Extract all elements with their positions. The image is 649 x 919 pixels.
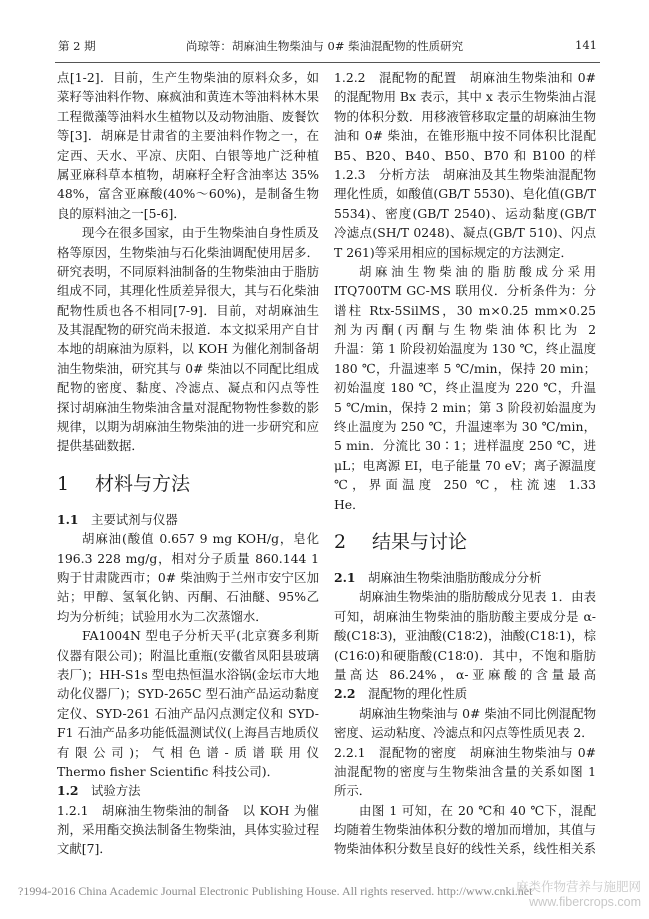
text-line: Thermo fisher Scientific 科技公司)． [57,763,280,779]
text-line: 属亚麻科草本植物，胡麻籽全籽含油率达 35% [57,166,319,182]
section-heading [57,460,319,508]
text-line: 胡麻油生物柴油的脂肪酸成分采用 [359,263,596,279]
text-line: 均为分析纯；试验用水为二次蒸馏水． [57,608,268,624]
section-heading [334,518,596,566]
text-line: 180 ℃，升温速率 5 ℃/min，保持 20 min； [334,360,596,376]
text-line: 探讨胡麻油生物柴油含量对混配物物性参数的影 [57,399,319,415]
text-line: 等[3]．胡麻是甘肃省的主要油料作物之一，在 [57,128,319,144]
text-line: 冷滤点(SH/T 0248)、凝点(GB/T 510)、闪点 [334,225,596,241]
heading-number: 2.2 [334,686,356,702]
text-line: 工程微藻等油料水生植物以及动物油脂、废餐饮 [57,108,319,124]
text-line: 良的原料油之一[5-6]． [57,205,186,221]
text-line: 文献[7]． [57,841,112,857]
subsection-heading [334,684,596,703]
text-line: 格等原因，生物柴油与石化柴油调配使用居多． [57,244,319,260]
text-line: 均随着生物柴油体积分数的增加而增加，其值与 [334,822,596,838]
heading-text: 材料与方法 [95,472,191,495]
paragraph [334,68,596,165]
text-line: 购于甘肃陇西市；0# 柴油购于兰州市安宁区加 [57,569,319,585]
text-line: 动化仪器厂)；SYD-265C 型石油产品运动黏度 [57,686,319,702]
text-line: 的混配物用 Bx 表示，其中 x 表示生物柴油占混 [334,89,596,105]
heading-number: 1 [57,472,70,495]
text-line: 升温：第 1 阶段初始温度为 130 ℃，终止温度 [334,341,596,357]
text-line: 油混配物的密度与生物柴油含量的关系如图 1 [334,763,596,779]
heading-text: 主要试剂与仪器 [91,511,178,527]
subsection-heading [334,568,596,587]
text-line: 5 min．分流比 30∶1；进样温度 250 ℃，进 [334,438,596,454]
heading-number: 1.2 [57,783,79,799]
paragraph [57,626,319,781]
text-line: 量高达 86.24%，α-亚麻酸的含量最高 [334,666,596,682]
text-line: 油和 0# 柴油，在锥形瓶中按不同体积比混配 [334,128,596,144]
text-line: 规律，以期为胡麻油生物柴油的进一步研究和应 [57,419,319,435]
text-line: T 261)等采用相应的国标规定的方法测定． [334,244,573,260]
text-line: 有限公司)；气相色谱-质谱联用仪 [57,744,319,760]
text-line: 可知，胡麻油生物柴油的脂肪酸主要成分是 α- [334,608,596,624]
subsection-heading [57,781,319,800]
watermark [516,880,641,910]
heading-text: 胡麻油生物柴油脂肪酸成分分析 [368,569,542,585]
text-line: 终止温度为 250 ℃，升温速率为 30 ℃/min， [334,419,596,435]
text-line: 1.2.3 分析方法 胡麻油及其生物柴油混配物 [334,166,596,182]
paragraph [57,801,319,859]
header-rule [55,62,600,63]
text-line: 菜籽等油料作物、麻疯油和黄连木等油料林木果 [57,89,319,105]
heading-number: 1.1 [57,511,79,527]
text-line: 定仪、SYD-261 石油产品闪点测定仪和 SYD- [57,705,319,721]
paragraph [334,262,596,514]
issue-number: 第 2 期 [58,39,96,53]
text-line: 现今在很多国家，由于生物柴油自身性质及 [82,225,319,241]
text-line: 组成不同，其理化性质差异很大，其与石化柴油 [57,283,319,299]
subsection-heading [57,510,319,529]
paragraph [334,165,596,262]
text-line: FA1004N 型电子分析天平(北京赛多利斯 [82,628,319,644]
paragraph [334,587,596,684]
text-line: 剂，采用酯交换法制备生物柴油，具体实验过程 [57,822,319,838]
text-line: B5、B20、B40、B50、B70 和 B100 的样 [334,147,596,163]
text-line: 配物性质也各不相同[7-9]．目前，对胡麻油生 [57,302,319,318]
text-line: 及其混配物的研究尚未报道．本文拟采用产自甘 [57,322,319,338]
heading-number: 2.1 [334,569,356,585]
text-line: 酸(C18∶3)，亚油酸(C18∶2)，油酸(C18∶1)，棕 [334,628,596,644]
paragraph [334,801,596,859]
text-line: ℃，界面温度 250 ℃，柱流速 1.33 [334,477,596,493]
text-line: 配物的密度、黏度、冷滤点、凝点和闪点等性 [57,380,319,396]
text-line: 剂为丙酮(丙酮与生物柴油体积比为 2 [334,322,596,338]
text-line: 所示． [334,783,372,799]
heading-text: 结果与讨论 [372,530,468,553]
watermark-url: www.fibercrops.com [529,895,641,909]
text-line: 胡麻油(酸值 0.657 9 mg KOH/g，皂化 [82,531,319,547]
text-line: 由图 1 可知，在 20 ℃和 40 ℃下，混配 [359,802,596,818]
page-number: 141 [575,38,597,52]
heading-number: 2 [334,530,347,553]
running-title: 尚琼等：胡麻油生物柴油与 0# 柴油混配物的性质研究 [185,39,464,53]
text-line: 提供基础数据． [57,438,144,454]
text-line: 本地的胡麻油为原料，以 KOH 为催化剂制备胡 [57,341,319,357]
text-line: 站；甲醇、氢氧化钠、丙酮、石油醚、95%乙 [57,589,319,605]
left-column [57,68,319,859]
copyright-footer: ?1994-2016 China Academic Journal Electronic Publishing House. All rights reserved. http://www.cnki.net [18,884,533,898]
text-line: 理化性质，如酸值(GB/T 5530)、皂化值(GB/T [334,186,596,202]
text-line: 胡麻油生物柴油与 0# 柴油不同比例混配物 [359,705,596,721]
paragraph [57,68,319,223]
paragraph [57,529,319,626]
text-line: 初始温度 180 ℃，终止温度为 220 ℃，升温 [334,380,596,396]
text-line: 密度、运动粘度、冷滤点和闪点等性质见表 2． [334,725,594,741]
text-line: 2.2.1 混配物的密度 胡麻油生物柴油与 0# [334,744,596,760]
text-line: μL；电离源 EI，电子能量 70 eV；离子源温度 [334,457,596,473]
text-line: 研究表明，不同原料油制备的生物柴油由于脂肪 [57,263,319,279]
text-line: 1.2.1 胡麻油生物柴油的制备 以 KOH 为催 [57,802,319,818]
text-line: 谱柱 Rtx-5SilMS，30 m×0.25 mm×0.25 [334,302,596,318]
paragraph [334,704,596,743]
text-line: 5534)、密度(GB/T 2540)、运动黏度(GB/T [334,205,596,221]
text-line: ITQ700TM GC-MS 联用仪．分析条件为：分 [334,283,596,299]
text-line: 仪器有限公司)；附温比重瓶(安徽省凤阳县玻璃 [57,647,319,663]
heading-text: 混配物的理化性质 [368,686,468,702]
text-line: 物柴油体积分数呈良好的线性关系，线性相关系 [334,841,596,857]
text-line: 油生物柴油，研究其与 0# 柴油以不同配比组成 [57,360,319,376]
paragraph [334,743,596,801]
text-line: 胡麻油生物柴油的脂肪酸成分见表 1．由表 [359,589,596,605]
text-line: He． [334,496,365,512]
text-line: 点[1-2]．目前，生产生物柴油的原料众多，如 [57,70,319,85]
text-line: 48%，富含亚麻酸(40%～60%)，是制备生物 [57,186,319,202]
paragraph [57,223,319,456]
watermark-cn: 麻类作物营养与施肥网 [515,880,641,894]
text-line: 表厂)；HH-S1s 型电热恒温水浴锅(金坛市大地 [57,666,319,682]
text-line: 196.3 228 mg/g，相对分子质量 860.144 1 [57,550,319,566]
text-line: 5 ℃/min，保持 2 min；第 3 阶段初始温度为 [334,399,596,415]
text-line: F1 石油产品多功能低温测试仪(上海昌吉地质仪 [57,725,319,741]
text-line: 物的体积分数．用移液管移取定量的胡麻油生物 [334,108,596,124]
text-line: (C16∶0)和硬脂酸(C18∶0)．其中，不饱和脂肪 [334,647,596,663]
text-line: 定西、天水、平凉、庆阳、白银等地广泛种植 [57,147,319,163]
text-line: 1.2.2 混配物的配置 胡麻油生物柴油和 0# [334,70,596,85]
heading-text: 试验方法 [91,783,141,799]
right-column [334,68,596,859]
